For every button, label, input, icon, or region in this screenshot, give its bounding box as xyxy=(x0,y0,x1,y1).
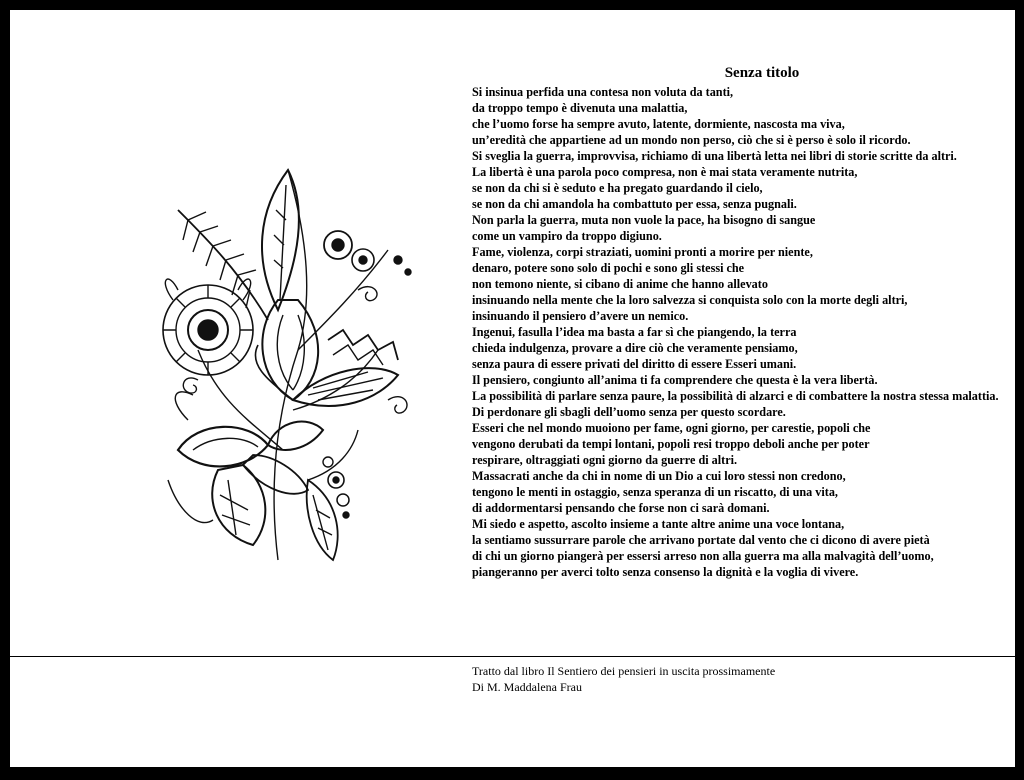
credits-source: Tratto dal libro Il Sentiero dei pensieri in uscita prossimamente xyxy=(472,664,776,678)
floral-ornament-icon xyxy=(158,150,418,570)
poem-line: Ingenui, fasulla l’idea ma basta a far sì che piangendo, la terra xyxy=(472,325,797,339)
poem-title: Senza titolo xyxy=(724,65,800,81)
document-page xyxy=(10,10,1015,767)
poem-line: La libertà è una parola poco compresa, non è mai stata veramente nutrita, xyxy=(472,165,858,179)
poem-line: se non da chi si è seduto e ha pregato guardando il cielo, xyxy=(472,181,763,195)
poem-line: Il pensiero, congiunto all’anima ti fa comprendere che questa è la vera libertà. xyxy=(472,373,878,387)
poem-line: tengono le menti in ostaggio, senza speranza di un riscatto, di una vita, xyxy=(472,485,838,499)
poem xyxy=(472,65,1002,580)
poem-line: Esseri che nel mondo muoiono per fame, ogni giorno, per carestie, popoli che xyxy=(472,421,871,435)
poem-line: Massacrati anche da chi in nome di un Dio a cui loro stessi non credono, xyxy=(472,469,846,483)
poem-body xyxy=(472,84,1002,580)
poem-line: la sentiamo sussurrare parole che arrivano portate dal vento che ci dicono di avere pietà xyxy=(472,533,930,547)
poem-line: insinuando il pensiero d’avere un nemico. xyxy=(472,309,689,323)
poem-line: non temono niente, si cibano di anime che hanno allevato xyxy=(472,277,768,291)
poem-line: un’eredità che appartiene ad un mondo non perso, ciò che si è perso è solo il ricordo. xyxy=(472,133,911,147)
poem-line: Si sveglia la guerra, improvvisa, richiamo di una libertà letta nei libri di storie scritte da altri. xyxy=(472,149,957,163)
poem-line: Fame, violenza, corpi straziati, uomini pronti a morire per niente, xyxy=(472,245,813,259)
poem-line: da troppo tempo è divenuta una malattia, xyxy=(472,101,688,115)
poem-line: Di perdonare gli sbagli dell’uomo senza per questo scordare. xyxy=(472,405,786,419)
poem-line: piangeranno per averci tolto senza consenso la dignità e la voglia di vivere. xyxy=(472,565,859,579)
poem-line: Mi siedo e aspetto, ascolto insieme a tante altre anime una voce lontana, xyxy=(472,517,845,531)
poem-line: vengono derubati da tempi lontani, popoli resi troppo deboli anche per poter xyxy=(472,437,870,451)
poem-line: La possibilità di parlare senza paure, la possibilità di alzarci e di combattere la nostra stessa malattia. xyxy=(472,389,999,403)
divider xyxy=(10,656,1015,657)
credits-author: Di M. Maddalena Frau xyxy=(472,680,582,694)
poem-line: Si insinua perfida una contesa non voluta da tanti, xyxy=(472,85,734,99)
credits xyxy=(472,663,775,695)
poem-line: respirare, oltraggiati ogni giorno da guerre di altri. xyxy=(472,453,738,467)
poem-line: di addormentarsi pensando che forse non ci sarà domani. xyxy=(472,501,770,515)
poem-line: denaro, potere sono solo di pochi e sono gli stessi che xyxy=(472,261,745,275)
poem-line: di chi un giorno piangerà per essersi arreso non alla guerra ma alla malvagità dell’uomo, xyxy=(472,549,934,563)
poem-line: senza paura di essere privati del diritto di essere Esseri umani. xyxy=(472,357,797,371)
poem-line: Non parla la guerra, muta non vuole la pace, ha bisogno di sangue xyxy=(472,213,816,227)
poem-line: se non da chi amandola ha combattuto per essa, senza pugnali. xyxy=(472,197,797,211)
poem-line: che l’uomo forse ha sempre avuto, latente, dormiente, nascosta ma viva, xyxy=(472,117,845,131)
poem-line: insinuando nella mente che la loro salvezza si conquista solo con la morte degli altri, xyxy=(472,293,908,307)
poem-line: chieda indulgenza, provare a dire ciò che veramente pensiamo, xyxy=(472,341,798,355)
poem-line: come un vampiro da troppo digiuno. xyxy=(472,229,662,243)
